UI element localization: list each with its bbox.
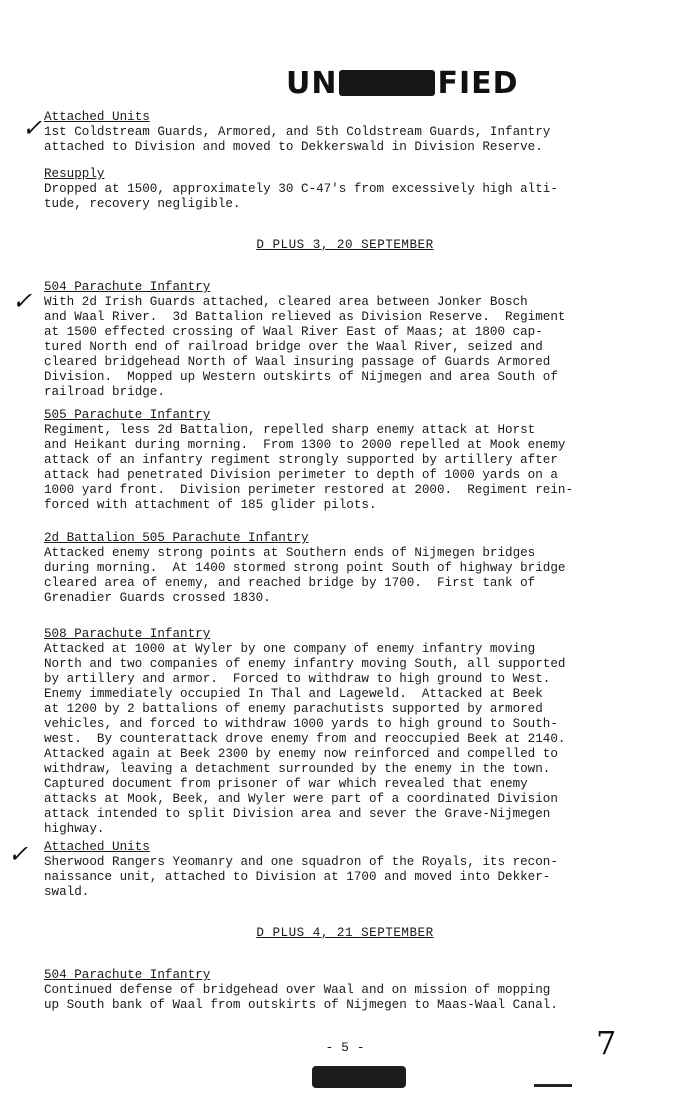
section-505-parachute-infantry	[44, 408, 634, 513]
section-line: attached to Division and moved to Dekkerswald in Division Reserve.	[44, 140, 543, 154]
day-heading-d-plus-3: D PLUS 3, 20 SEPTEMBER	[256, 238, 434, 252]
section-line: swald.	[44, 885, 90, 899]
section-heading: 504 Parachute Infantry	[44, 968, 211, 982]
check-mark-icon: ✓	[22, 114, 43, 142]
section-line: and Heikant during morning. From 1300 to 2000 repelled at Mook enemy	[44, 438, 566, 452]
section-line: cleared area of enemy, and reached bridge by 1700. First tank of	[44, 576, 536, 590]
section-line: Continued defense of bridgehead over Waal and on mission of mopping	[44, 983, 551, 997]
section-line: cleared bridgehead North of Waal insuring passage of Guards Armored	[44, 355, 551, 369]
section-line: withdraw, leaving a detachment surrounded by the enemy in the town.	[44, 762, 551, 776]
section-line: Dropped at 1500, approximately 30 C-47's from excessively high alti-	[44, 182, 558, 196]
section-line: Grenadier Guards crossed 1830.	[44, 591, 271, 605]
section-line: attack intended to split Division area and sever the Grave-Nijmegen	[44, 807, 551, 821]
section-heading: 504 Parachute Infantry	[44, 280, 211, 294]
section-line: west. By counterattack drove enemy from and reoccupied Beek at 2140.	[44, 732, 566, 746]
section-heading: Resupply	[44, 167, 105, 181]
section-line: at 1200 by 2 battalions of enemy parachutists supported by armored	[44, 702, 543, 716]
section-attached-units-2	[44, 840, 634, 900]
section-line: With 2d Irish Guards attached, cleared area between Jonker Bosch	[44, 295, 528, 309]
section-line: and Waal River. 3d Battalion relieved as Division Reserve. Regiment	[44, 310, 566, 324]
section-line: Attacked again at Beek 2300 by enemy now reinforced and compelled to	[44, 747, 558, 761]
section-heading: 2d Battalion 505 Parachute Infantry	[44, 531, 309, 545]
classification-stamp	[286, 66, 519, 101]
check-mark-icon: ✓	[12, 287, 33, 315]
section-line: tured North end of railroad bridge over the Waal River, seized and	[44, 340, 543, 354]
section-heading: Attached Units	[44, 840, 150, 854]
footer-redaction-blot	[312, 1066, 406, 1088]
section-line: forced with attachment of 185 glider pilots.	[44, 498, 377, 512]
section-508-parachute-infantry	[44, 627, 634, 837]
section-line: naissance unit, attached to Division at 1700 and moved into Dekker-	[44, 870, 551, 884]
section-504-parachute-infantry-2	[44, 968, 634, 1013]
redaction-blot	[339, 70, 435, 96]
section-line: up South bank of Waal from outskirts of Nijmegen to Maas-Waal Canal.	[44, 998, 558, 1012]
section-line: at 1500 effected crossing of Waal River East of Maas; at 1800 cap-	[44, 325, 543, 339]
section-heading: Attached Units	[44, 110, 150, 124]
footer-mark	[534, 1084, 572, 1087]
section-heading: 505 Parachute Infantry	[44, 408, 211, 422]
section-line: highway.	[44, 822, 105, 836]
section-line: Enemy immediately occupied In Thal and Lageweld. Attacked at Beek	[44, 687, 543, 701]
section-line: attacks at Mook, Beek, and Wyler were part of a coordinated Division	[44, 792, 558, 806]
section-line: attack of an infantry regiment strongly supported by artillery after	[44, 453, 558, 467]
handwritten-page-number: 7	[596, 1024, 617, 1062]
section-line: attack had penetrated Division perimeter to depth of 1000 yards on a	[44, 468, 558, 482]
stamp-text-right: FIED	[437, 66, 519, 101]
section-line: Captured document from prisoner of war which revealed that enemy	[44, 777, 528, 791]
section-504-parachute-infantry	[44, 280, 634, 400]
section-line: Sherwood Rangers Yeomanry and one squadron of the Royals, its recon-	[44, 855, 558, 869]
section-line: Attacked at 1000 at Wyler by one company of enemy infantry moving	[44, 642, 536, 656]
section-line: by artillery and armor. Forced to withdraw to high ground to West.	[44, 672, 551, 686]
section-line: Regiment, less 2d Battalion, repelled sharp enemy attack at Horst	[44, 423, 536, 437]
section-line: during morning. At 1400 stormed strong point South of highway bridge	[44, 561, 566, 575]
section-resupply	[44, 167, 634, 212]
section-2d-battalion-505	[44, 531, 634, 606]
section-line: 1st Coldstream Guards, Armored, and 5th Coldstream Guards, Infantry	[44, 125, 551, 139]
section-line: vehicles, and forced to withdraw 1000 yards to high ground to South-	[44, 717, 558, 731]
section-line: tude, recovery negligible.	[44, 197, 241, 211]
section-line: railroad bridge.	[44, 385, 165, 399]
section-line: 1000 yard front. Division perimeter restored at 2000. Regiment rein-	[44, 483, 574, 497]
section-line: Division. Mopped up Western outskirts of Nijmegen and area South of	[44, 370, 558, 384]
day-heading-d-plus-4: D PLUS 4, 21 SEPTEMBER	[256, 926, 434, 940]
check-mark-icon: ✓	[8, 840, 29, 868]
section-heading: 508 Parachute Infantry	[44, 627, 211, 641]
stamp-text-left: UN	[286, 66, 338, 101]
section-line: Attacked enemy strong points at Southern ends of Nijmegen bridges	[44, 546, 536, 560]
section-attached-units-1	[44, 110, 634, 155]
section-line: North and two companies of enemy infantry moving South, all supported	[44, 657, 566, 671]
page-number: - 5 -	[325, 1040, 365, 1055]
